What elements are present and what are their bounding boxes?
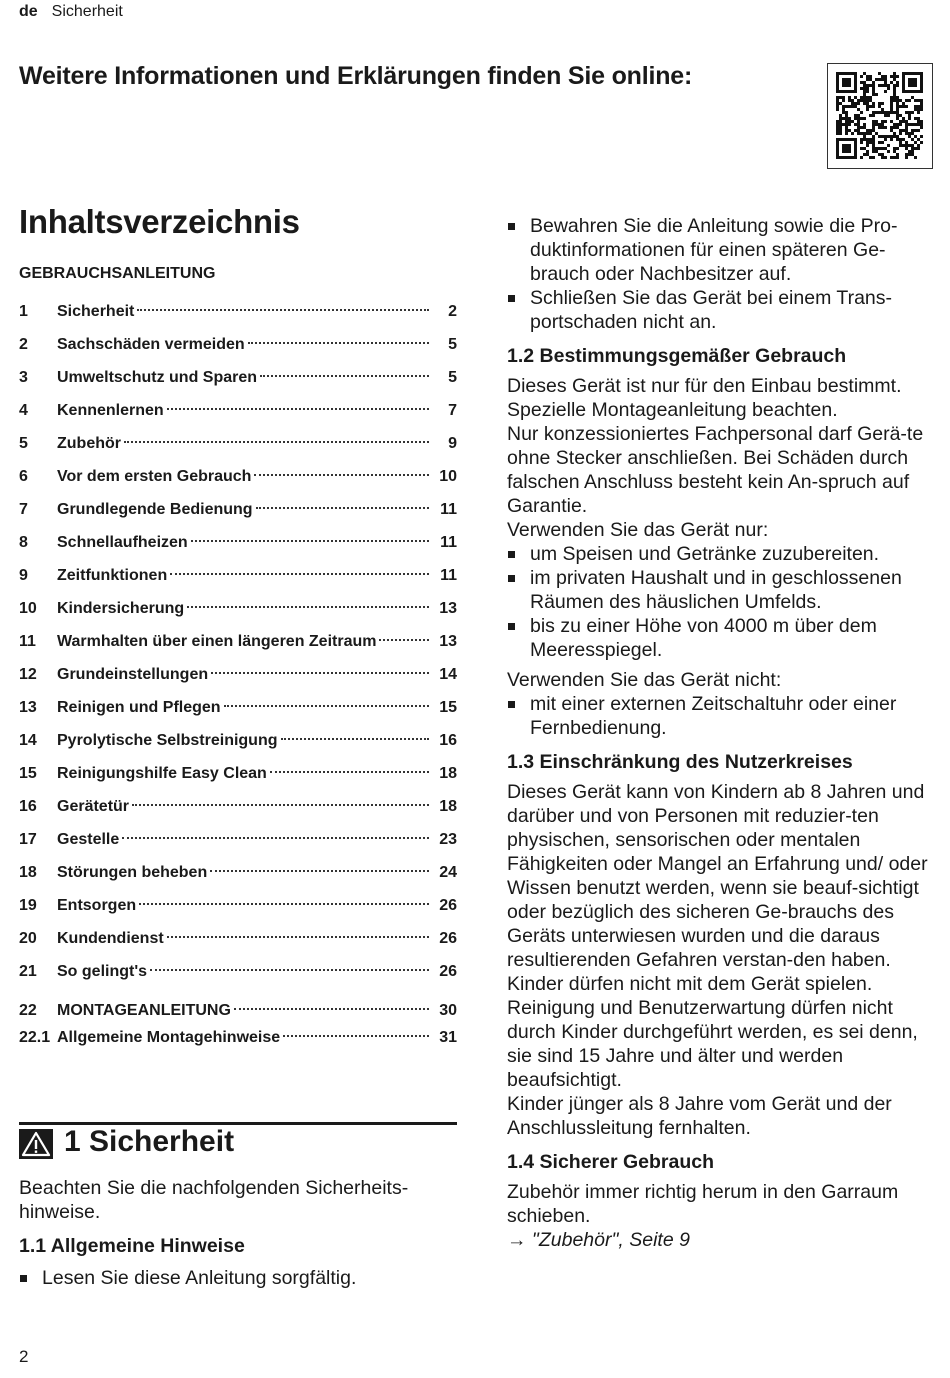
paragraph: Dieses Gerät ist nur für den Einbau bestimmt. Spezielle Montageanleitung beachten. <box>507 375 902 421</box>
section-title: 1 Sicherheit <box>64 1125 235 1158</box>
qr-code <box>827 63 933 169</box>
toc-leader-dots <box>167 408 429 410</box>
toc-entry[interactable] <box>19 691 457 724</box>
paragraph: Nur konzessioniertes Fachpersonal darf Gerä-te ohne Stecker anschließen. Bei Schäden durch falschen Anschluss besteht kein An-spruch auf Garantie. <box>507 423 924 517</box>
toc-entry-number: 17 <box>19 831 37 848</box>
toc-leader-dots <box>150 969 429 971</box>
toc-entry-text: Reinigen und Pflegen <box>57 699 221 716</box>
toc-entry[interactable] <box>19 460 457 493</box>
toc-leader-dots <box>224 705 429 707</box>
toc-entry[interactable] <box>19 997 457 1024</box>
list-item: Bewahren Sie die Anleitung sowie die Pro-duktinformationen für einen späteren Ge-brauch oder Nachbesitzer auf. <box>507 214 941 286</box>
toc-entry-text: Sicherheit <box>57 303 135 320</box>
toc-entry[interactable] <box>19 724 457 757</box>
toc-leader-dots <box>260 375 429 377</box>
toc-entry[interactable] <box>19 922 457 955</box>
toc-entry-text: Störungen beheben <box>57 864 208 881</box>
toc-entry[interactable] <box>19 526 457 559</box>
toc-entry[interactable] <box>19 493 457 526</box>
paragraph: Kinder jünger als 8 Jahre vom Gerät und der Anschlussleitung fernhalten. <box>507 1093 892 1139</box>
list-item: mit einer externen Zeitschaltuhr oder einer Fernbedienung. <box>507 692 941 740</box>
page-header <box>19 3 123 21</box>
toc-entry[interactable] <box>19 889 457 922</box>
qr-code-graphic <box>828 64 932 168</box>
toc-entry-page: 11 <box>440 501 457 518</box>
toc-leader-dots <box>167 936 429 938</box>
toc-entry[interactable] <box>19 955 457 988</box>
toc-leader-dots <box>210 870 429 872</box>
toc-entry-number: 8 <box>19 534 28 551</box>
cross-reference-link[interactable]: → "Zubehör", Seite 9 <box>507 1229 690 1251</box>
toc-entry-text: Grundeinstellungen <box>57 666 209 683</box>
toc-entry-text: Sachschäden vermeiden <box>57 336 245 353</box>
toc-entry-number: 4 <box>19 402 28 419</box>
paragraph: Verwenden Sie das Gerät nicht: <box>507 669 782 691</box>
toc-entry-number: 7 <box>19 501 28 518</box>
toc-leader-dots <box>187 606 429 608</box>
toc-entry-text: Zeitfunktionen <box>57 567 168 584</box>
toc-entry-page: 11 <box>440 567 457 584</box>
toc-entry[interactable] <box>19 856 457 889</box>
toc-entry-page: 30 <box>439 1002 457 1019</box>
toc-entry-number: 6 <box>19 468 28 485</box>
toc-entry-number: 15 <box>19 765 37 782</box>
toc-title: Inhaltsverzeichnis <box>19 203 300 240</box>
toc-entry[interactable] <box>19 559 457 592</box>
paragraph: Kinder dürfen nicht mit dem Gerät spielen. <box>507 973 873 995</box>
toc-leader-dots <box>283 1035 429 1037</box>
toc-leader-dots <box>281 738 430 740</box>
toc-entry[interactable] <box>19 823 457 856</box>
toc-entry-page: 18 <box>439 798 457 815</box>
toc-entry-page: 7 <box>448 402 457 419</box>
online-info-heading: Weitere Informationen und Erklärungen finden Sie online: <box>19 62 693 90</box>
toc-leader-dots <box>132 804 429 806</box>
toc-entry[interactable] <box>19 361 457 394</box>
toc-leader-dots <box>122 837 429 839</box>
page-number: 2 <box>19 1347 29 1366</box>
toc-leader-dots <box>124 441 429 443</box>
toc-entry-page: 10 <box>439 468 457 485</box>
toc-subtitle: GEBRAUCHSANLEITUNG <box>19 265 216 282</box>
header-section: Sicherheit <box>51 3 123 20</box>
toc-entry[interactable] <box>19 328 457 361</box>
toc-entry-text: So gelingt's <box>57 963 148 980</box>
toc-entry-text: Gerätetür <box>57 798 130 815</box>
toc-entry-number: 11 <box>19 633 36 650</box>
toc-entry-text: Kindersicherung <box>57 600 185 617</box>
subsection-heading-1-3: 1.3 Einschränkung des Nutzerkreises <box>507 751 853 773</box>
toc-entry-text: Allgemeine Montagehinweise <box>57 1029 281 1046</box>
toc-entry-page: 24 <box>439 864 457 881</box>
toc-entry-text: MONTAGEANLEITUNG <box>57 1002 231 1019</box>
toc-leader-dots <box>254 474 429 476</box>
toc-entry-text: Warmhalten über einen längeren Zeitraum <box>57 633 377 650</box>
toc-leader-dots <box>256 507 429 509</box>
list-item: Lesen Sie diese Anleitung sorgfältig. <box>19 1266 449 1290</box>
toc-entry-number: 18 <box>19 864 37 881</box>
toc-entry-text: Reinigungshilfe Easy Clean <box>57 765 267 782</box>
toc-entry[interactable] <box>19 790 457 823</box>
toc-entry-page: 31 <box>439 1029 457 1046</box>
toc-entry-number: 13 <box>19 699 37 716</box>
toc-leader-dots <box>234 1008 429 1010</box>
toc-entry-number: 10 <box>19 600 37 617</box>
general-notes-list <box>19 1266 449 1290</box>
toc-entry-page: 2 <box>448 303 457 320</box>
toc-entry-number: 22 <box>19 1002 37 1019</box>
toc-entry-number: 2 <box>19 336 28 353</box>
toc-entry-text: Entsorgen <box>57 897 137 914</box>
toc-entry-text: Kundendienst <box>57 930 164 947</box>
toc-entry[interactable] <box>19 295 457 328</box>
list-item: um Speisen und Getränke zuzubereiten. <box>507 542 941 566</box>
paragraph: Dieses Gerät kann von Kindern ab 8 Jahren und darüber und von Personen mit reduzier-ten physischen, sensorischen oder mentalen Fähigkeiten oder Mangel an Erfahrung und/ oder Wissen benutzt werden, wenn sie beauf-sichtigt oder bezüglich des sicheren Ge-brauchs des Geräts unterwiesen wurden und die daraus resultierenden Gefahren verstan-den haben. <box>507 781 928 971</box>
toc-entry-page: 26 <box>439 930 457 947</box>
toc-entry-page: 18 <box>439 765 457 782</box>
toc-entry-text: Pyrolytische Selbstreinigung <box>57 732 278 749</box>
subsection-heading-1-1: 1.1 Allgemeine Hinweise <box>19 1235 245 1257</box>
toc-entry-number: 21 <box>19 963 37 980</box>
toc-entry[interactable] <box>19 427 457 460</box>
subsection-heading-1-2: 1.2 Bestimmungsgemäßer Gebrauch <box>507 345 847 367</box>
toc-entry-page: 26 <box>439 963 457 980</box>
toc-entry-page: 14 <box>439 666 457 683</box>
toc-entry-page: 5 <box>448 336 457 353</box>
toc-entry[interactable] <box>19 1024 457 1051</box>
paragraph: Verwenden Sie das Gerät nur: <box>507 519 769 541</box>
toc-entry-number: 16 <box>19 798 37 815</box>
toc-entry-text: Zubehör <box>57 435 121 452</box>
use-list <box>507 542 941 662</box>
toc-entry-text: Gestelle <box>57 831 120 848</box>
not-use-list <box>507 692 941 740</box>
paragraph: Zubehör immer richtig herum in den Garraum schieben. <box>507 1181 899 1227</box>
toc-leader-dots <box>139 903 429 905</box>
toc-leader-dots <box>270 771 429 773</box>
toc-leader-dots <box>191 540 429 542</box>
warning-icon <box>19 1129 53 1159</box>
toc-entry-text: Schnellaufheizen <box>57 534 188 551</box>
subsection-heading-1-4: 1.4 Sicherer Gebrauch <box>507 1151 715 1173</box>
toc-entry-number: 14 <box>19 732 37 749</box>
toc-entry[interactable] <box>19 625 457 658</box>
toc-entry-number: 20 <box>19 930 37 947</box>
toc-entry-page: 13 <box>439 633 457 650</box>
toc-entry-page: 11 <box>440 534 457 551</box>
toc-entry-number: 12 <box>19 666 37 683</box>
toc-entry[interactable] <box>19 757 457 790</box>
list-item: bis zu einer Höhe von 4000 m über dem Meeresspiegel. <box>507 614 941 662</box>
toc-entry[interactable] <box>19 658 457 691</box>
toc-entry-page: 16 <box>439 732 457 749</box>
toc-entry-page: 9 <box>448 435 457 452</box>
toc-entry-text: Kennenlernen <box>57 402 164 419</box>
toc-entry-text: Grundlegende Bedienung <box>57 501 253 518</box>
toc-entry-number: 3 <box>19 369 28 386</box>
list-item: Schließen Sie das Gerät bei einem Trans-portschaden nicht an. <box>507 286 941 334</box>
general-notes-list-cont <box>507 214 941 334</box>
list-item: im privaten Haushalt und in geschlossenen Räumen des häuslichen Umfelds. <box>507 566 941 614</box>
toc-leader-dots <box>211 672 429 674</box>
toc-entry-page: 23 <box>439 831 457 848</box>
toc-entry-page: 13 <box>439 600 457 617</box>
toc-entry-text: Vor dem ersten Gebrauch <box>57 468 252 485</box>
toc-list <box>19 295 457 1051</box>
right-column <box>507 214 941 1252</box>
toc-leader-dots <box>137 309 429 311</box>
section-intro: Beachten Sie die nachfolgenden Sicherheits-hinweise. <box>19 1177 409 1223</box>
toc-leader-dots <box>379 639 429 641</box>
toc-entry-text: Umweltschutz und Sparen <box>57 369 258 386</box>
toc-entry-page: 26 <box>439 897 457 914</box>
toc-entry-number: 19 <box>19 897 37 914</box>
toc-entry[interactable] <box>19 592 457 625</box>
paragraph: Reinigung und Benutzerwartung dürfen nicht durch Kinder durchgeführt werden, es sei denn, sie sind 15 Jahre und älter und werden beaufsichtigt. <box>507 997 918 1091</box>
toc-entry-number: 5 <box>19 435 28 452</box>
language-code: de <box>19 3 38 20</box>
toc-leader-dots <box>170 573 429 575</box>
toc-entry-page: 15 <box>439 699 457 716</box>
toc-entry-number: 1 <box>19 303 28 320</box>
toc-entry-number: 22.1 <box>19 1029 51 1046</box>
toc-leader-dots <box>248 342 429 344</box>
toc-entry-page: 5 <box>448 369 457 386</box>
toc-entry-number: 9 <box>19 567 28 584</box>
toc-entry[interactable] <box>19 394 457 427</box>
